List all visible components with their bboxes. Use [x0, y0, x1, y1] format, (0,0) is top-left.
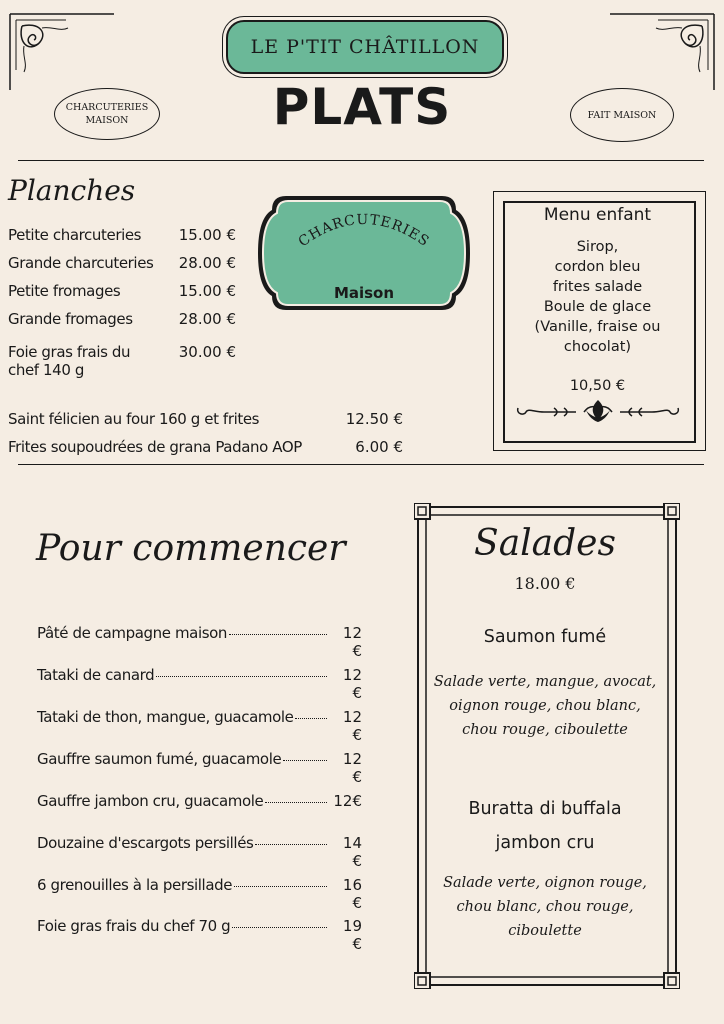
- charcuteries-maison-stamp: [54, 88, 160, 140]
- salade-name-line: jambon cru: [495, 833, 595, 853]
- divider: [18, 464, 704, 465]
- dot-leader: [283, 760, 327, 761]
- menu-item-price: 12 €: [342, 666, 362, 702]
- menu-item-price: 12 €: [342, 624, 362, 660]
- menu-item-price: 15.00 €: [178, 282, 236, 300]
- menu-enfant-title: Menu enfant: [543, 205, 652, 225]
- menu-item-name: Gauffre saumon fumé, guacamole: [37, 750, 282, 768]
- dot-leader: [232, 927, 327, 928]
- restaurant-name: LE P'TIT CHÂTILLON: [250, 36, 480, 58]
- salade-description-line: Salade verte, mangue, avocat,: [433, 674, 657, 690]
- salade-description: [432, 670, 658, 742]
- menu-enfant-line: frites salade: [552, 279, 643, 295]
- menu-item: [37, 624, 329, 642]
- menu-item: [37, 834, 329, 852]
- menu-enfant-line: (Vanille, fraise ou: [534, 319, 661, 335]
- menu-item-name-line: chef 140 g: [8, 361, 84, 379]
- menu-item-name: Pâté de campagne maison: [37, 624, 228, 642]
- badge-top-text: CHARCUTERIES: [295, 211, 433, 251]
- salades-price: 18.00 €: [514, 574, 576, 593]
- badge-frame-icon: [256, 188, 472, 318]
- stamp-line: MAISON: [85, 115, 129, 126]
- menu-item-name: Petite charcuteries: [8, 226, 142, 244]
- menu-item-name: Douzaine d'escargots persillés: [37, 834, 254, 852]
- menu-item-name: 6 grenouilles à la persillade: [37, 876, 233, 894]
- menu-item-name: Grande charcuteries: [8, 254, 154, 272]
- menu-enfant-line: Boule de glace: [543, 299, 652, 315]
- lotus-divider-icon: [514, 398, 682, 426]
- restaurant-name-banner: [226, 20, 504, 74]
- page-title: PLATS: [272, 78, 452, 136]
- menu-item-price: 12€: [333, 792, 362, 810]
- salade-name: Saumon fumé: [483, 627, 607, 647]
- menu-item-name: Foie gras frais du chef 70 g: [37, 917, 231, 935]
- menu-item-name: Petite fromages: [8, 282, 121, 300]
- section-title-salades: Salades: [474, 523, 616, 564]
- menu-item: [37, 666, 329, 684]
- menu-enfant-price: 10,50 €: [569, 378, 626, 394]
- salade-description-line: chou rouge, ciboulette: [462, 722, 628, 738]
- section-title-pour-commencer: Pour commencer: [36, 528, 346, 569]
- menu-item-price: 15.00 €: [178, 226, 236, 244]
- dot-leader: [255, 844, 327, 845]
- menu-item: [37, 876, 329, 894]
- dot-leader: [265, 802, 327, 803]
- menu-enfant-line: Sirop,: [576, 239, 619, 255]
- fait-maison-stamp: [570, 88, 674, 142]
- menu-item: [37, 792, 329, 810]
- menu-item-price: 28.00 €: [178, 310, 236, 328]
- dot-leader: [229, 634, 327, 635]
- menu-item-name-line: Foie gras frais du: [8, 343, 131, 361]
- divider: [18, 160, 704, 161]
- salade-name-line: Buratta di buffala: [468, 799, 622, 819]
- menu-item-price: 19 €: [342, 917, 362, 953]
- flourish-corner-icon: [8, 12, 118, 92]
- menu-enfant-description: [503, 237, 692, 357]
- flourish-corner-icon: [606, 12, 716, 92]
- menu-item: [37, 917, 329, 935]
- salade-description-line: ciboulette: [508, 923, 582, 939]
- menu-item-price: 28.00 €: [178, 254, 236, 272]
- section-title-planches: Planches: [8, 174, 136, 207]
- dot-leader: [295, 718, 327, 719]
- menu-item-price: 6.00 €: [355, 438, 403, 456]
- menu-item-name: Gauffre jambon cru, guacamole: [37, 792, 264, 810]
- menu-item-name: Saint félicien au four 160 g et frites: [8, 410, 260, 428]
- menu-item-name: Frites soupoudrées de grana Padano AOP: [8, 438, 302, 456]
- salade-description-line: Salade verte, oignon rouge,: [443, 875, 647, 891]
- salade-description-line: chou blanc, chou rouge,: [456, 899, 634, 915]
- stamp-line: FAIT MAISON: [587, 109, 657, 121]
- badge-bottom-text: Maison: [333, 284, 395, 302]
- menu-item-name: Grande fromages: [8, 310, 133, 328]
- menu-item-price: 12.50 €: [345, 410, 403, 428]
- menu-item-name: Tataki de thon, mangue, guacamole: [37, 708, 294, 726]
- menu-item-price: 14 €: [342, 834, 362, 870]
- dot-leader: [156, 676, 327, 677]
- menu-item-name: Tataki de canard: [37, 666, 155, 684]
- stamp-line: CHARCUTERIES: [65, 102, 149, 113]
- menu-item-price: 30.00 €: [178, 343, 236, 361]
- salade-name: [430, 792, 660, 860]
- menu-item-price: 16 €: [342, 876, 362, 912]
- menu-item-name: [8, 343, 130, 379]
- menu-enfant-line: cordon bleu: [554, 259, 641, 275]
- dot-leader: [234, 886, 327, 887]
- menu-enfant-line: chocolat): [563, 339, 632, 355]
- charcuteries-maison-badge: [256, 188, 472, 318]
- salade-description-line: oignon rouge, chou blanc,: [449, 698, 641, 714]
- menu-item: [37, 708, 329, 726]
- menu-item: [37, 750, 329, 768]
- menu-item-price: 12 €: [342, 708, 362, 744]
- menu-item-price: 12 €: [342, 750, 362, 786]
- salade-description: [432, 871, 658, 943]
